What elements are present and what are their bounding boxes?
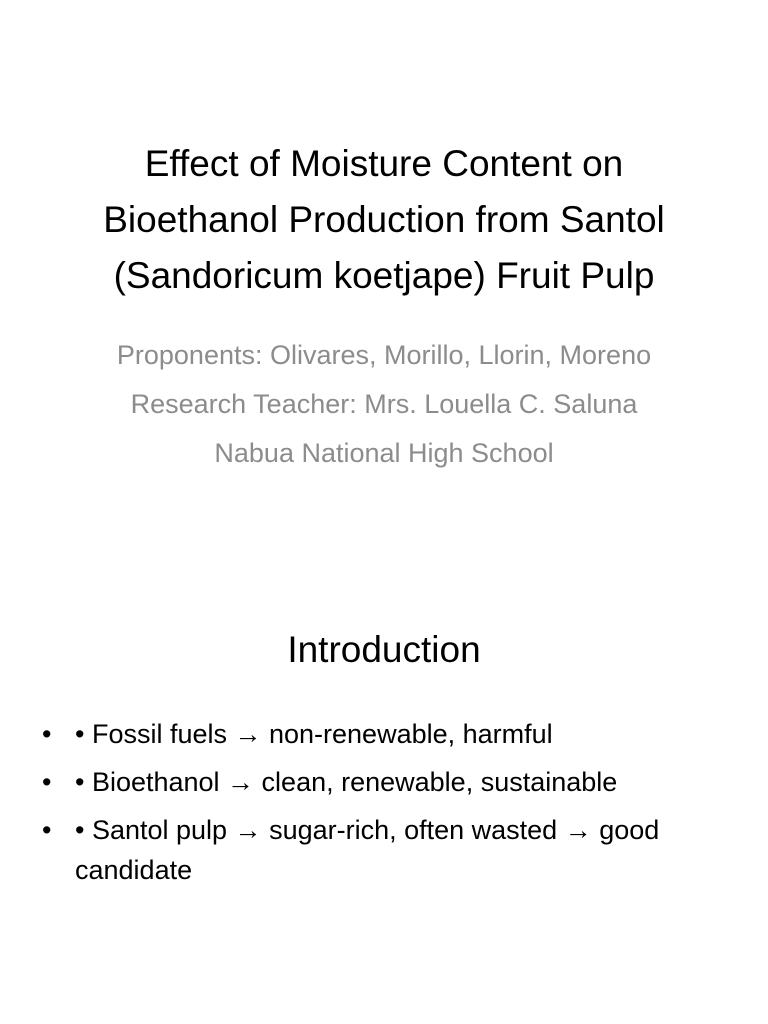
bullet-marker: • (42, 815, 52, 845)
introduction-bullet-list (40, 714, 740, 898)
bullet-text: • Bioethanol → clean, renewable, sustainable (75, 767, 618, 797)
research-teacher-line: Research Teacher: Mrs. Louella C. Saluna (130, 389, 638, 419)
bullet-marker: • (42, 719, 52, 749)
bullet-text: • Santol pulp → sugar-rich, often wasted → good candidate (75, 815, 660, 885)
school-line: Nabua National High School (214, 438, 554, 468)
slide-subtitle (100, 336, 668, 483)
list-item (40, 714, 740, 754)
slide-title: Effect of Moisture Content on Bioethanol Production from Santol (Sandoricum koetjape) Fruit Pulp (103, 143, 665, 296)
list-item (40, 810, 740, 890)
proponents-line: Proponents: Olivares, Morillo, Llorin, Moreno (116, 340, 652, 370)
bullet-marker: • (42, 767, 52, 797)
list-item (40, 762, 740, 802)
bullet-text: • Fossil fuels → non-renewable, harmful (75, 719, 553, 749)
introduction-heading: Introduction (287, 629, 481, 670)
